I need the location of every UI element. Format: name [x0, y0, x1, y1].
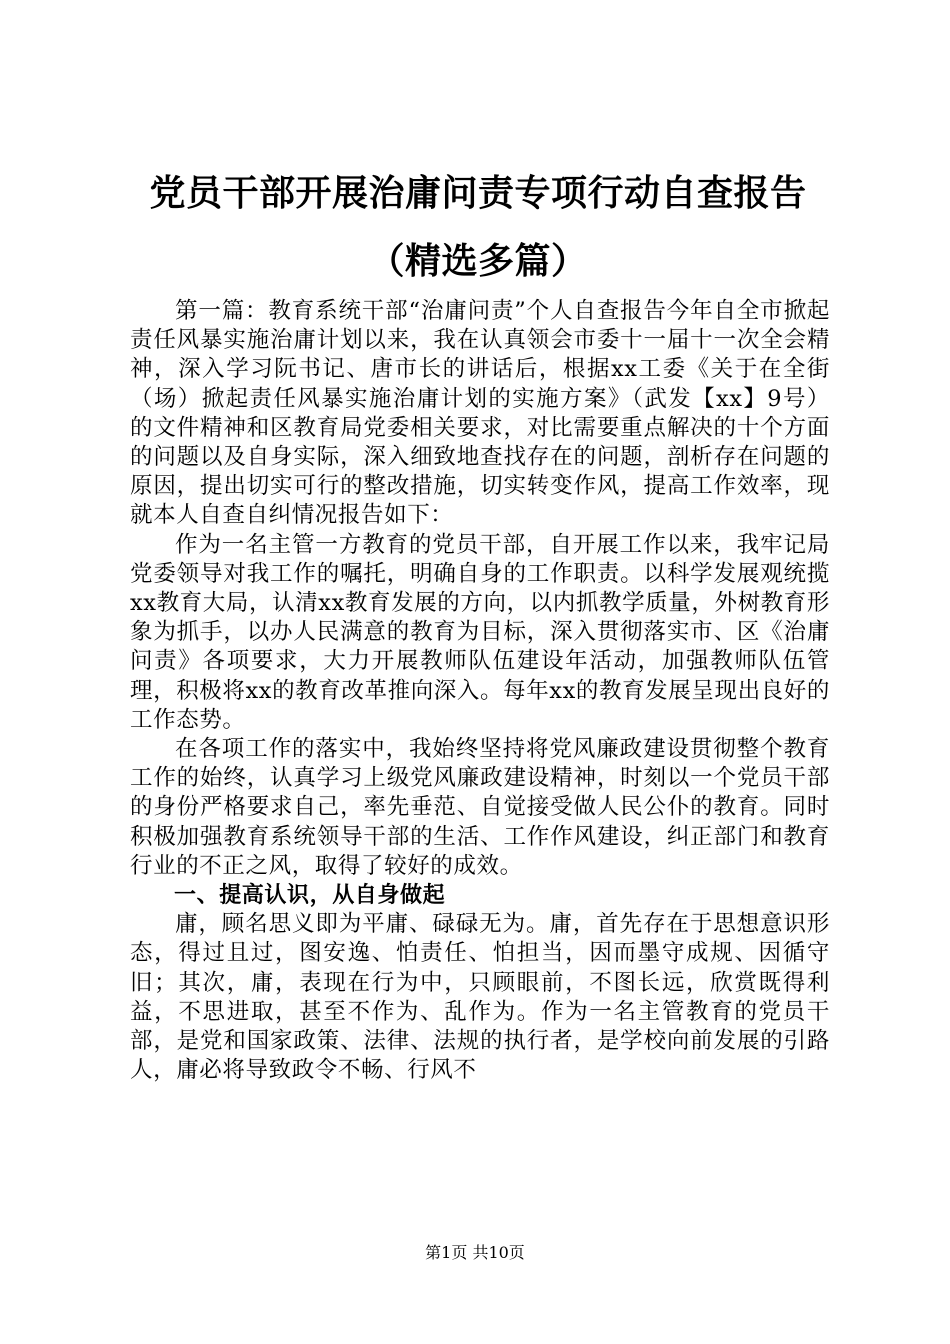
document-title: 党员干部开展治庸问责专项行动自查报告（精选多篇） — [149, 173, 807, 282]
document-body — [130, 297, 830, 1085]
paragraph-4: 庸，顾名思义即为平庸、碌碌无为。庸，首先存在于思想意识形态，得过且过，图安逸、怕责任、怕担当，因而墨守成规、因循守旧；其次，庸，表现在行为中，只顾眼前，不图长远，欣赏既得利益，不思进取，甚至不作为、乱作为。作为一名主管教育的党员干部，是党和国家政策、法律、法规的执行者，是学校向前发展的引路人，庸必将导致政令不畅、行风不 — [130, 911, 830, 1084]
paragraph-2: 作为一名主管一方教育的党员干部，自开展工作以来，我牢记局党委领导对我工作的嘱托，明确自身的工作职责。以科学发展观统揽xx教育大局，认清xx教育发展的方向，以内抓教学质量，外树教育形象为抓手，以办人民满意的教育为目标，深入贯彻落实市、区《治庸问责》各项要求，大力开展教师队伍建设年活动，加强教师队伍管理，积极将xx的教育改革推向深入。每年xx的教育发展呈现出良好的工作态势。 — [130, 531, 830, 733]
paragraph-3: 在各项工作的落实中，我始终坚持将党风廉政建设贯彻整个教育工作的始终，认真学习上级党风廉政建设精神，时刻以一个党员干部的身份严格要求自己，率先垂范、自觉接受做人民公仆的教育。同时积极加强教育系统领导干部的生活、工作作风建设，纠正部门和教育行业的不正之风，取得了较好的成效。 — [130, 736, 830, 879]
page-footer: 第1页 共10页 — [425, 1243, 525, 1262]
section-heading-1: 一、提高认识，从自身做起 — [174, 883, 446, 909]
paragraph-1: 第一篇：教育系统干部“治庸问责”个人自查报告今年自全市掀起责任风暴实施治庸计划以来，我在认真领会市委十一届十一次全会精神，深入学习阮书记、唐市长的讲话后，根据xx工委《关于在全街（场）掀起责任风暴实施治庸计划的实施方案》（武发【xx】9号）的文件精神和区教育局党委相关要求，对比需要重点解决的十个方面的问题以及自身实际，深入细致地查找存在的问题，剖析存在问题的原因，提出切实可行的整改措施，切实转变作风，提高工作效率，现就本人自查自纠情况报告如下： — [130, 298, 830, 529]
